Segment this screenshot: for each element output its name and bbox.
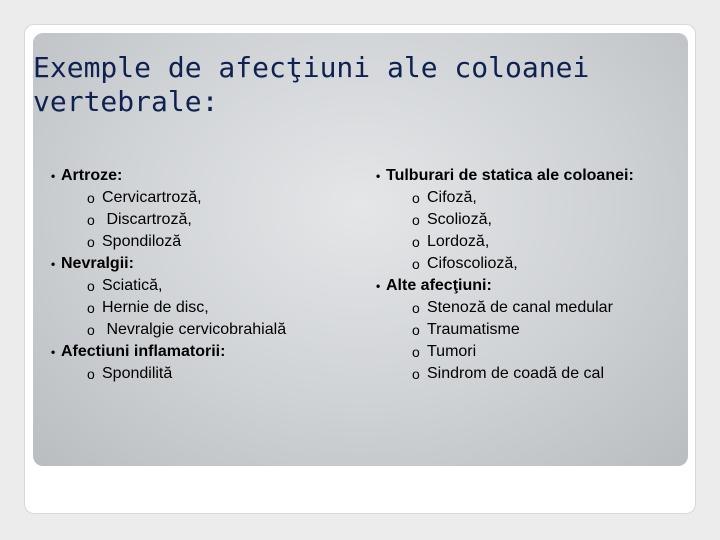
bullet-dot: • (51, 169, 56, 183)
item-text: Sciatică, (102, 277, 163, 294)
bullet-circle: o (412, 344, 420, 360)
bullet-circle: o (87, 190, 95, 206)
bullet-circle: o (87, 278, 95, 294)
bullet-circle: o (87, 322, 95, 338)
slide-title (33, 51, 673, 119)
bullet-circle: o (412, 256, 420, 272)
left-column (51, 165, 351, 385)
title-line-2: vertebrale: (33, 85, 219, 118)
group-heading-afectiuni-inflamatorii (51, 341, 351, 363)
heading-text: Afectiuni inflamatorii: (61, 343, 226, 360)
bullet-circle: o (412, 322, 420, 338)
bullet-dot: • (51, 345, 56, 359)
list-item (51, 209, 351, 231)
item-text: Cervicartroză, (102, 189, 202, 206)
title-line-1: Exemple de afecţiuni ale coloanei (33, 51, 590, 84)
bullet-circle: o (412, 300, 420, 316)
item-text: Sindrom de coadă de cal (427, 365, 604, 382)
item-text: Stenoză de canal medular (427, 299, 613, 316)
bullet-circle: o (412, 366, 420, 382)
group-heading-nevralgii (51, 253, 351, 275)
list-item (376, 319, 686, 341)
list-item (376, 253, 686, 275)
heading-text: Nevralgii: (61, 255, 134, 272)
heading-text: Artroze: (61, 167, 123, 184)
item-text: Cifoză, (427, 189, 477, 206)
list-item (51, 275, 351, 297)
list-item (51, 297, 351, 319)
item-text: Hernie de disc, (102, 299, 209, 316)
bullet-dot: • (51, 257, 56, 271)
item-text: Tumori (427, 343, 477, 360)
list-item (51, 231, 351, 253)
bullet-circle: o (87, 366, 95, 382)
content-panel (33, 33, 688, 466)
item-text: Cifoscolioză, (427, 255, 518, 272)
list-item (51, 319, 351, 341)
list-item (376, 341, 686, 363)
list-item (376, 209, 686, 231)
item-text: Discartroză, (102, 211, 192, 228)
group-heading-artroze (51, 165, 351, 187)
list-item (376, 187, 686, 209)
list-item (376, 363, 686, 385)
list-item (376, 231, 686, 253)
heading-text: Alte afecţiuni: (386, 277, 492, 294)
bullet-circle: o (412, 212, 420, 228)
bullet-circle: o (87, 234, 95, 250)
item-text: Scolioză, (427, 211, 492, 228)
bullet-circle: o (412, 234, 420, 250)
item-text: Lordoză, (427, 233, 490, 250)
right-column (376, 165, 686, 385)
list-item (51, 363, 351, 385)
item-text: Spondiloză (102, 233, 182, 250)
bullet-dot: • (376, 169, 381, 183)
list-item (376, 297, 686, 319)
item-text: Traumatisme (427, 321, 520, 338)
group-heading-tulburari-statica (376, 165, 686, 187)
bullet-circle: o (87, 300, 95, 316)
group-heading-alte-afectiuni (376, 275, 686, 297)
list-item (51, 187, 351, 209)
bullet-circle: o (412, 190, 420, 206)
heading-text: Tulburari de statica ale coloanei: (386, 167, 634, 184)
item-text: Spondilită (102, 365, 173, 382)
item-text: Nevralgie cervicobrahială (102, 321, 287, 338)
bullet-circle: o (87, 212, 95, 228)
bullet-dot: • (376, 279, 381, 293)
